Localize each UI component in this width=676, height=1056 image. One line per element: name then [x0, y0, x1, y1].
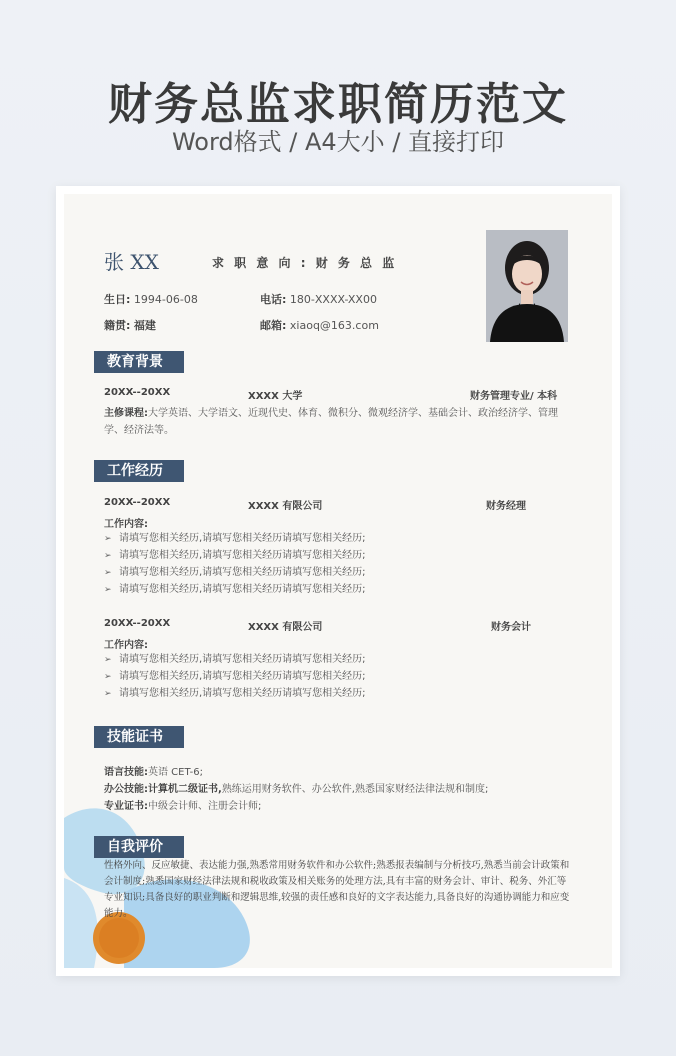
arrowhead-bullet-icon: ➢ — [104, 585, 112, 595]
edu-major: 财务管理专业/ 本科 — [470, 391, 558, 402]
phone-info — [260, 291, 377, 307]
arrowhead-bullet-icon: ➢ — [104, 655, 112, 665]
office-value: 熟练运用财务软件、办公软件,熟悉国家财经法律法规和制度; — [221, 784, 489, 795]
skills-heading: 技能证书 — [94, 726, 184, 748]
email-info — [260, 317, 379, 333]
list-item: ➢ 请填写您相关经历,请填写您相关经历请填写您相关经历; — [104, 564, 366, 581]
office-cert: 计算机二级证书, — [148, 784, 222, 795]
courses-value: 大学英语、大学语文、近现代史、体育、微积分、微观经济学、基础会计、政治经济学、管理 — [148, 408, 558, 419]
self-eval-text: 性格外向、反应敏捷、表达能力强,熟悉常用财务软件和办公软件;熟悉报表编制与分析技巧,熟悉当前会计政策和会计制度;熟悉国家财经法律法规和税收政策及相关账务的处理方法,具有丰富的财务会计、审计、税务、外汇等专业知识;具备良好的职业判断和逻辑思维,较强的责任感和良好的文字表达能力,具备良好的沟通协调能力和应变能力。 — [104, 860, 570, 919]
resume-body — [64, 194, 612, 968]
email-label: 邮箱: — [260, 319, 287, 332]
cert-label: 专业证书: — [104, 801, 148, 812]
arrowhead-bullet-icon: ➢ — [104, 568, 112, 578]
list-item: ➢ 请填写您相关经历,请填写您相关经历请填写您相关经历; — [104, 581, 366, 598]
job1-title: 财务经理 — [486, 501, 526, 512]
language-skill — [104, 764, 203, 781]
birth-value: 1994-06-08 — [133, 293, 198, 306]
resume-paper — [56, 186, 620, 976]
edu-courses-cont: 学、经济法等。 — [104, 425, 174, 436]
job1-period: 20XX--20XX — [104, 497, 171, 508]
arrowhead-bullet-icon: ➢ — [104, 551, 112, 561]
edu-school: XXXX 大学 — [248, 391, 303, 402]
list-item: ➢ 请填写您相关经历,请填写您相关经历请填写您相关经历; — [104, 668, 366, 685]
work-heading: 工作经历 — [94, 460, 184, 482]
lang-label: 语言技能: — [104, 767, 148, 778]
native-label: 籍贯: — [104, 319, 131, 332]
list-item: ➢ 请填写您相关经历,请填写您相关经历请填写您相关经历; — [104, 651, 366, 668]
edu-courses — [104, 405, 584, 422]
email-value: xiaoq@163.com — [289, 319, 379, 332]
office-skill — [104, 781, 584, 798]
phone-value: 180-XXXX-XX00 — [289, 293, 377, 306]
native-info — [104, 317, 156, 333]
job2-content-label: 工作内容: — [104, 640, 148, 651]
job2-title: 财务会计 — [491, 622, 531, 633]
birth-info — [104, 291, 198, 307]
list-item: ➢ 请填写您相关经历,请填写您相关经历请填写您相关经历; — [104, 547, 366, 564]
list-item: ➢ 请填写您相关经历,请填写您相关经历请填写您相关经历; — [104, 530, 366, 547]
banner-subtitle: Word格式 / A4大小 / 直接打印 — [171, 128, 505, 156]
office-label: 办公技能: — [104, 784, 148, 795]
lang-value: 英语 CET-6; — [148, 767, 204, 778]
list-item: ➢ 请填写您相关经历,请填写您相关经历请填写您相关经历; — [104, 685, 366, 702]
banner-title: 财务总监求职简历范文 — [108, 79, 568, 130]
job1-company: XXXX 有限公司 — [248, 501, 323, 512]
native-value: 福建 — [133, 319, 156, 332]
arrowhead-bullet-icon: ➢ — [104, 672, 112, 682]
courses-label: 主修课程: — [104, 408, 148, 419]
self-eval-heading: 自我评价 — [94, 836, 184, 858]
arrowhead-bullet-icon: ➢ — [104, 534, 112, 544]
cert-value: 中级会计师、注册会计师; — [148, 801, 262, 812]
arrowhead-bullet-icon: ➢ — [104, 689, 112, 699]
education-heading: 教育背景 — [94, 351, 184, 373]
job-intent: 求 职 意 向 : 财 务 总 监 — [212, 256, 398, 270]
edu-period: 20XX--20XX — [104, 387, 171, 398]
professional-cert — [104, 798, 261, 815]
birth-label: 生日: — [104, 293, 131, 306]
job2-company: XXXX 有限公司 — [248, 622, 323, 633]
phone-label: 电话: — [260, 293, 287, 306]
job2-period: 20XX--20XX — [104, 618, 171, 629]
job1-content-label: 工作内容: — [104, 519, 148, 530]
candidate-name: 张 XX — [104, 250, 159, 274]
profile-photo — [486, 230, 568, 342]
